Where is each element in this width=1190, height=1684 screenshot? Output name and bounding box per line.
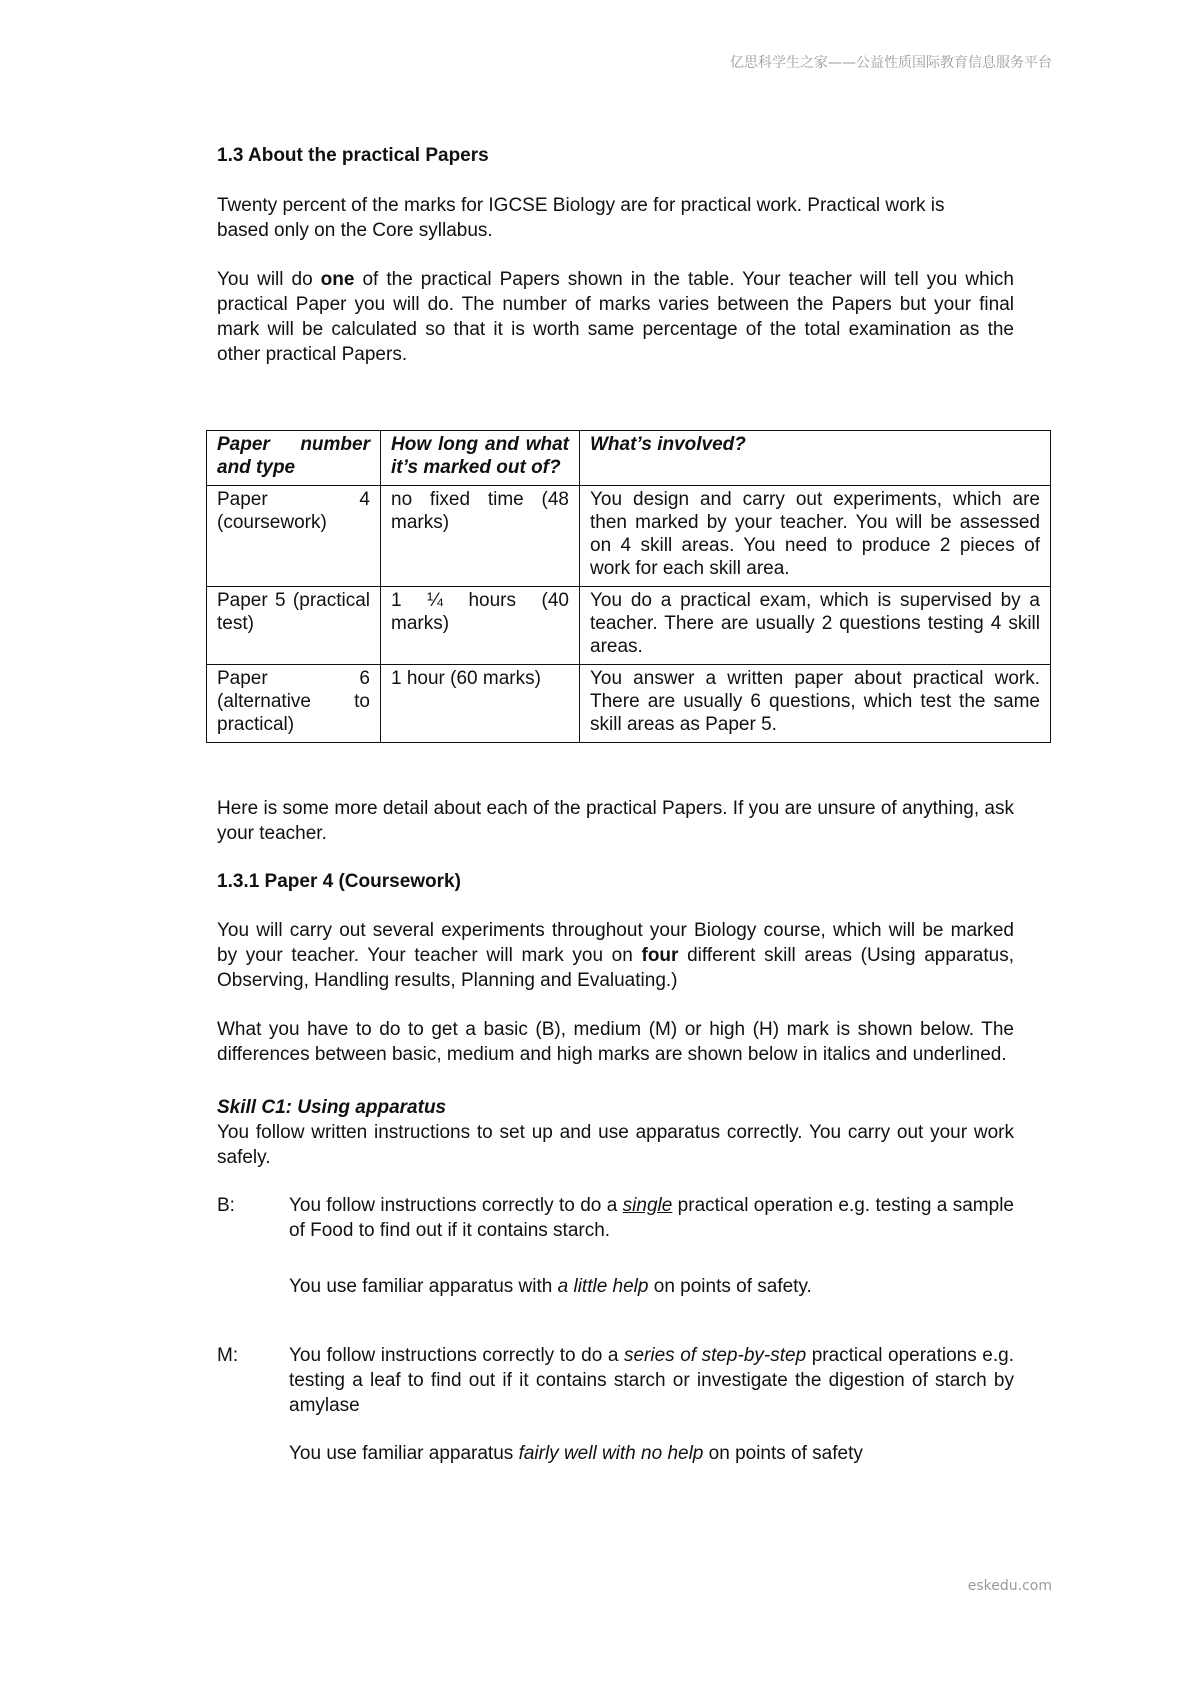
table-cell: Paper 5 (practical test) (207, 587, 381, 665)
more-detail-paragraph: Here is some more detail about each of the practical Papers. If you are unsure of anything, ask your teacher. (217, 798, 1014, 844)
basic-help-text: You use familiar apparatus with a little help on points of safety. (289, 1276, 812, 1297)
basic-mark-text: You follow instructions correctly to do a single practical operation e.g. testing a sample of Food to find out if it contains starch. (289, 1195, 1014, 1241)
intro-section (217, 143, 1014, 367)
table-cell: You answer a written paper about practical work. There are usually 6 questions, which test the same skill areas as Paper 5. (580, 665, 1051, 743)
table-cell: no fixed time (48 marks) (381, 486, 580, 587)
skill-title: Skill C1: Using apparatus (217, 1097, 447, 1118)
marks-paragraph: What you have to do to get a basic (B), medium (M) or high (H) mark is shown below. The differences between basic, medium and high marks are shown below in italics and underlined. (217, 1019, 1014, 1065)
paper4-paragraph: You will carry out several experiments throughout your Biology course, which will be marked by your teacher. Your teacher will mark you on four different skill areas (Using apparatus, Observing, Handling results, Planning and Evaluating.) (217, 920, 1014, 991)
skill-description: You follow written instructions to set up and use apparatus correctly. You carry out your work safely. (217, 1122, 1014, 1168)
intro-paragraph: Twenty percent of the marks for IGCSE Biology are for practical work. Practical work is based only on the Core syllabus. (217, 195, 945, 241)
basic-mark-key: B: (217, 1195, 235, 1216)
table-row (207, 665, 1051, 743)
table-header-row (207, 431, 1051, 486)
papers-table (206, 430, 1051, 743)
medium-help-text: You use familiar apparatus fairly well with no help on points of safety (289, 1443, 863, 1464)
table-cell: 1 hour (60 marks) (381, 665, 580, 743)
table-cell: 1 ¼ hours (40 marks) (381, 587, 580, 665)
section-title: 1.3 About the practical Papers (217, 145, 489, 166)
medium-mark-text: You follow instructions correctly to do a series of step-by-step practical operations e.g. testing a leaf to find out if it contains starch or investigate the digestion of starch by amylase (289, 1345, 1014, 1416)
detail-section (217, 796, 1014, 1466)
table-cell: Paper 6 (alternative to practical) (207, 665, 381, 743)
header-watermark: 亿思科学生之家——公益性质国际教育信息服务平台 (730, 55, 1052, 71)
table-row (207, 486, 1051, 587)
footer-watermark: eskedu.com (967, 1578, 1052, 1594)
medium-mark-item (217, 1343, 1014, 1418)
table-header: Paper number and type (207, 431, 381, 486)
medium-mark-key: M: (217, 1345, 239, 1366)
table-cell: You do a practical exam, which is supervised by a teacher. There are usually 2 questions testing 4 skill areas. (580, 587, 1051, 665)
table-cell: Paper 4 (coursework) (207, 486, 381, 587)
paper4-title: 1.3.1 Paper 4 (Coursework) (217, 871, 461, 892)
table-cell: You design and carry out experiments, which are then marked by your teacher. You will be assessed on 4 skill areas. You need to produce 2 pieces of work for each skill area. (580, 486, 1051, 587)
table-header: How long and what it’s marked out of? (381, 431, 580, 486)
papers-paragraph: You will do one of the practical Papers shown in the table. Your teacher will tell you which practical Paper you will do. The number of marks varies between the Papers but your final mark will be calculated so that it is worth same percentage of the total examination as the other practical Papers. (217, 269, 1014, 365)
table-header: What’s involved? (580, 431, 1051, 486)
basic-mark-item (217, 1193, 1014, 1243)
table-row (207, 587, 1051, 665)
